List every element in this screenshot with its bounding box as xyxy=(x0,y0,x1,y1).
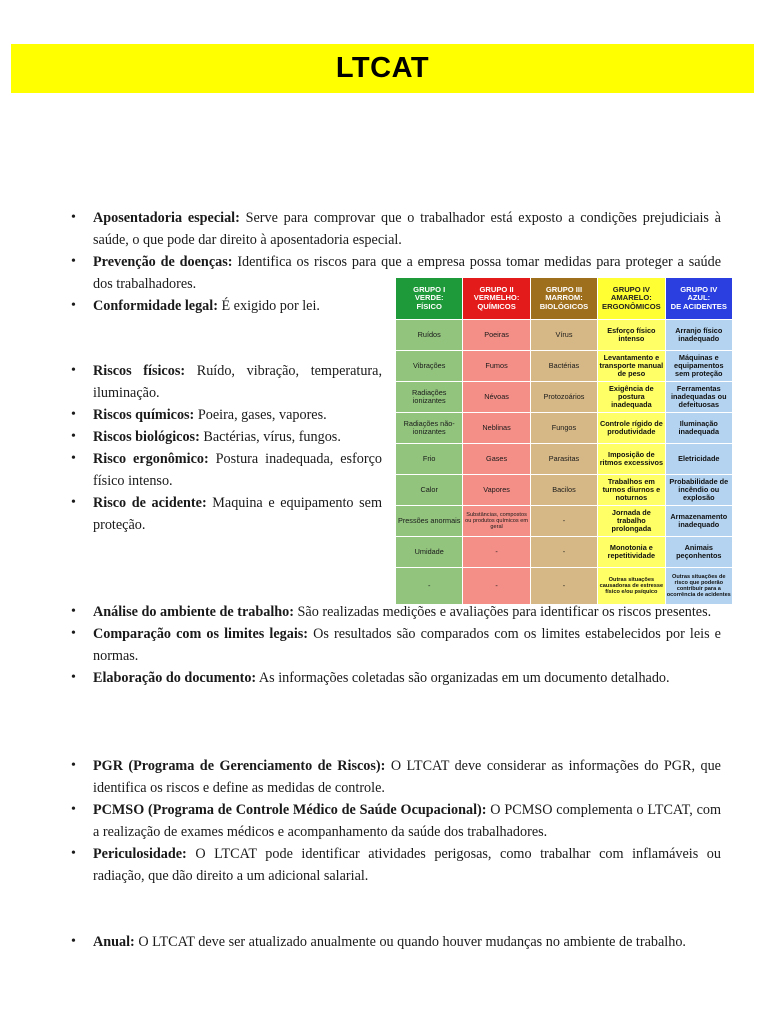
risk-groups-table xyxy=(395,277,733,605)
risk-group-header: GRUPO IV AZUL: DE ACIDENTES xyxy=(665,278,732,320)
list-item: • Análise do ambiente de trabalho: São realizadas medições e avaliações para identificar os riscos presentes. xyxy=(69,601,721,623)
table-cell: Imposição de ritmos excessivos xyxy=(598,444,665,475)
table-cell: Fungos xyxy=(530,413,597,444)
table-row xyxy=(396,568,733,605)
list-item: • PCMSO (Programa de Controle Médico de Saúde Ocupacional): O PCMSO complementa o LTCAT, com a realização de exames médicos e acompanhamento da saúde dos trabalhadores. xyxy=(69,799,721,843)
table-cell: Radiações não-ionizantes xyxy=(396,413,463,444)
list-item: • Riscos químicos: Poeira, gases, vapores. xyxy=(69,404,382,426)
table-cell: Máquinas e equipamentos sem proteção xyxy=(665,351,732,382)
table-row xyxy=(396,444,733,475)
table-cell: Armazenamento inadequado xyxy=(665,506,732,537)
table-cell: Arranjo físico inadequado xyxy=(665,320,732,351)
table-row xyxy=(396,537,733,568)
table-cell: Bacilos xyxy=(530,475,597,506)
table-cell: Iluminação inadequada xyxy=(665,413,732,444)
update-frequency-list xyxy=(69,931,721,953)
table-header-row xyxy=(396,278,733,320)
risk-types-list xyxy=(69,360,382,536)
risk-group-header: GRUPO III MARROM: BIOLÓGICOS xyxy=(530,278,597,320)
page-title: LTCAT xyxy=(335,52,430,84)
table-cell: Outras situações de risco que poderão contribuir para a ocorrência de acidentes xyxy=(665,568,732,605)
table-row xyxy=(396,382,733,413)
table-cell: Substâncias, compostos ou produtos químicos em geral xyxy=(463,506,530,537)
table-cell: Parasitas xyxy=(530,444,597,475)
risk-group-header: GRUPO II VERMELHO: QUÍMICOS xyxy=(463,278,530,320)
table-cell: Monotonia e repetitividade xyxy=(598,537,665,568)
table-cell: Poeiras xyxy=(463,320,530,351)
table-cell: Vírus xyxy=(530,320,597,351)
table-cell: Controle rígido de produtividade xyxy=(598,413,665,444)
list-item: • Periculosidade: O LTCAT pode identificar atividades perigosas, como trabalhar com inflamáveis ou radiação, que dão direito a um adicional salarial. xyxy=(69,843,721,887)
risk-group-header: GRUPO IV AMARELO: ERGONÔMICOS xyxy=(598,278,665,320)
table-cell: Frio xyxy=(396,444,463,475)
table-cell: Levantamento e transporte manual de peso xyxy=(598,351,665,382)
table-cell: - xyxy=(530,568,597,605)
process-list xyxy=(69,601,721,689)
table-cell: Outras situações causadoras de estresse físico e/ou psíquico xyxy=(598,568,665,605)
table-cell: Umidade xyxy=(396,537,463,568)
list-item: • Elaboração do documento: As informações coletadas são organizadas em um documento detalhado. xyxy=(69,667,721,689)
table-cell: Eletricidade xyxy=(665,444,732,475)
table-cell: Vibrações xyxy=(396,351,463,382)
table-cell: Esforço físico intenso xyxy=(598,320,665,351)
table-row xyxy=(396,413,733,444)
table-cell: Bactérias xyxy=(530,351,597,382)
table-cell: Fumos xyxy=(463,351,530,382)
related-programs-list xyxy=(69,755,721,887)
table-cell: Ruídos xyxy=(396,320,463,351)
list-item: • Riscos biológicos: Bactérias, vírus, fungos. xyxy=(69,426,382,448)
table-cell: - xyxy=(530,537,597,568)
table-cell: Gases xyxy=(463,444,530,475)
table-row xyxy=(396,506,733,537)
table-cell: Ferramentas inadequadas ou defeituosas xyxy=(665,382,732,413)
table-row xyxy=(396,320,733,351)
table-cell: Vapores xyxy=(463,475,530,506)
table-row xyxy=(396,475,733,506)
table-cell: Calor xyxy=(396,475,463,506)
title-banner xyxy=(11,44,754,93)
table-cell: Probabilidade de incêndio ou explosão xyxy=(665,475,732,506)
table-cell: Neblinas xyxy=(463,413,530,444)
list-item: • Risco ergonômico: Postura inadequada, esforço físico intenso. xyxy=(69,448,382,492)
list-item: • PGR (Programa de Gerenciamento de Riscos): O LTCAT deve considerar as informações do PGR, que identifica os riscos e define as medidas de controle. xyxy=(69,755,721,799)
list-item: • Comparação com os limites legais: Os resultados são comparados com os limites estabelecidos por leis e normas. xyxy=(69,623,721,667)
list-item: • Anual: O LTCAT deve ser atualizado anualmente ou quando houver mudanças no ambiente de trabalho. xyxy=(69,931,721,953)
list-item: • Aposentadoria especial: Serve para comprovar que o trabalhador está exposto a condições prejudiciais à saúde, o que pode dar direito à aposentadoria especial. xyxy=(69,207,721,251)
list-item: • Risco de acidente: Maquina e equipamento sem proteção. xyxy=(69,492,382,536)
table-cell: Animais peçonhentos xyxy=(665,537,732,568)
table-cell: - xyxy=(463,537,530,568)
risk-group-header: GRUPO I VERDE: FÍSICO xyxy=(396,278,463,320)
table-cell: Radiações ionizantes xyxy=(396,382,463,413)
table-cell: Exigência de postura inadequada xyxy=(598,382,665,413)
list-item: • Riscos físicos: Ruído, vibração, temperatura, iluminação. xyxy=(69,360,382,404)
table-cell: Pressões anormais xyxy=(396,506,463,537)
table-cell: - xyxy=(530,506,597,537)
table-cell: - xyxy=(463,568,530,605)
list-item: • Prevenção de doenças: Identifica os riscos para que a empresa possa tomar medidas para proteger a saúde dos trabalhadores. xyxy=(69,251,721,295)
table-cell: - xyxy=(396,568,463,605)
table-cell: Trabalhos em turnos diurnos e noturnos xyxy=(598,475,665,506)
table-cell: Protozoários xyxy=(530,382,597,413)
table-cell: Jornada de trabalho prolongada xyxy=(598,506,665,537)
list-item: • Conformidade legal: É exigido por lei. xyxy=(69,295,358,317)
table-cell: Névoas xyxy=(463,382,530,413)
table-row xyxy=(396,351,733,382)
